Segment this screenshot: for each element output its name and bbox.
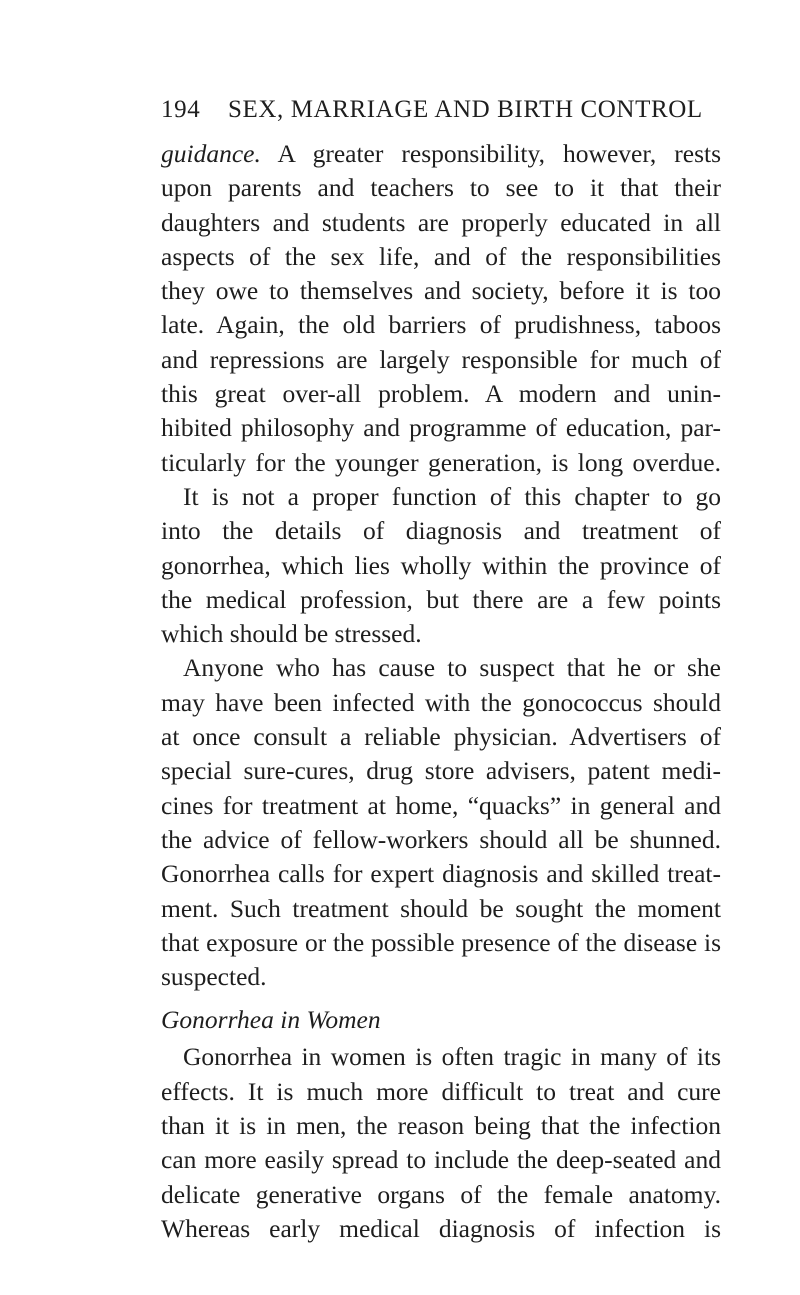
text-line: suspected.: [161, 962, 267, 992]
page-number: 194: [161, 96, 201, 123]
section-subheading: Gonorrhea in Women: [161, 1005, 381, 1035]
text-line: they owe to themselves and society, before it is too: [161, 276, 721, 306]
text-line: [161, 137, 721, 171]
text-line: this great over-all problem. A modern and unin-: [161, 379, 721, 409]
text-line: into the details of diagnosis and treatment of: [161, 516, 721, 546]
text-line: gonorrhea, which lies wholly within the province of: [161, 550, 721, 580]
text-line: that exposure or the possible presence of the disease is: [161, 927, 721, 957]
text-line: which should be stressed.: [161, 619, 422, 649]
text-line: cines for treatment at home, “quacks” in general and: [161, 790, 721, 820]
text-line: the advice of fellow-workers should all be shunned.: [161, 824, 721, 854]
text-line: than it is in men, the reason being that the infection: [161, 1111, 721, 1141]
text-line-rest: A greater responsibility, however, rests: [260, 139, 721, 168]
paragraph-4: [161, 1040, 721, 1246]
body-text: [161, 137, 721, 1246]
text-line: daughters and students are properly educated in all: [161, 207, 721, 237]
text-line: ment. Such treatment should be sought the moment: [161, 893, 721, 923]
text-line: late. Again, the old barriers of prudishness, taboos: [161, 310, 721, 340]
text-line: aspects of the sex life, and of the responsibilities: [161, 241, 721, 271]
text-line: at once consult a reliable physician. Advertisers of: [161, 722, 721, 752]
text-line: effects. It is much more difficult to treat and cure: [161, 1076, 721, 1106]
text-line: the medical profession, but there are a few points: [161, 584, 721, 614]
text-line: and repressions are largely responsible for much of: [161, 344, 721, 374]
paragraph-1: [161, 137, 721, 480]
text-line: may have been infected with the gonococcus should: [161, 687, 721, 717]
paragraph-2: [161, 480, 721, 651]
text-line: special sure-cures, drug store advisers, patent medi-: [161, 756, 721, 786]
text-line: Gonorrhea in women is often tragic in many of its: [183, 1042, 721, 1072]
text-line: delicate generative organs of the female anatomy.: [161, 1179, 721, 1209]
text-line: upon parents and teachers to see to it that their: [161, 173, 721, 203]
paragraph-3: [161, 651, 721, 994]
text-line: Whereas early medical diagnosis of infection is: [161, 1213, 721, 1243]
running-head: [161, 93, 721, 127]
text-line: can more easily spread to include the deep-seated and: [161, 1145, 721, 1175]
running-head-title: SEX, MARRIAGE AND BIRTH CONTROL: [228, 96, 703, 123]
text-line: It is not a proper function of this chapter to go: [183, 481, 721, 511]
text-line: Anyone who has cause to suspect that he or she: [183, 653, 721, 683]
text-line: hibited philosophy and programme of education, par-: [161, 413, 721, 443]
italic-lead-word: guidance.: [161, 139, 261, 168]
text-line: Gonorrhea calls for expert diagnosis and skilled treat-: [161, 859, 721, 889]
text-line: ticularly for the younger generation, is long overdue.: [161, 447, 721, 477]
